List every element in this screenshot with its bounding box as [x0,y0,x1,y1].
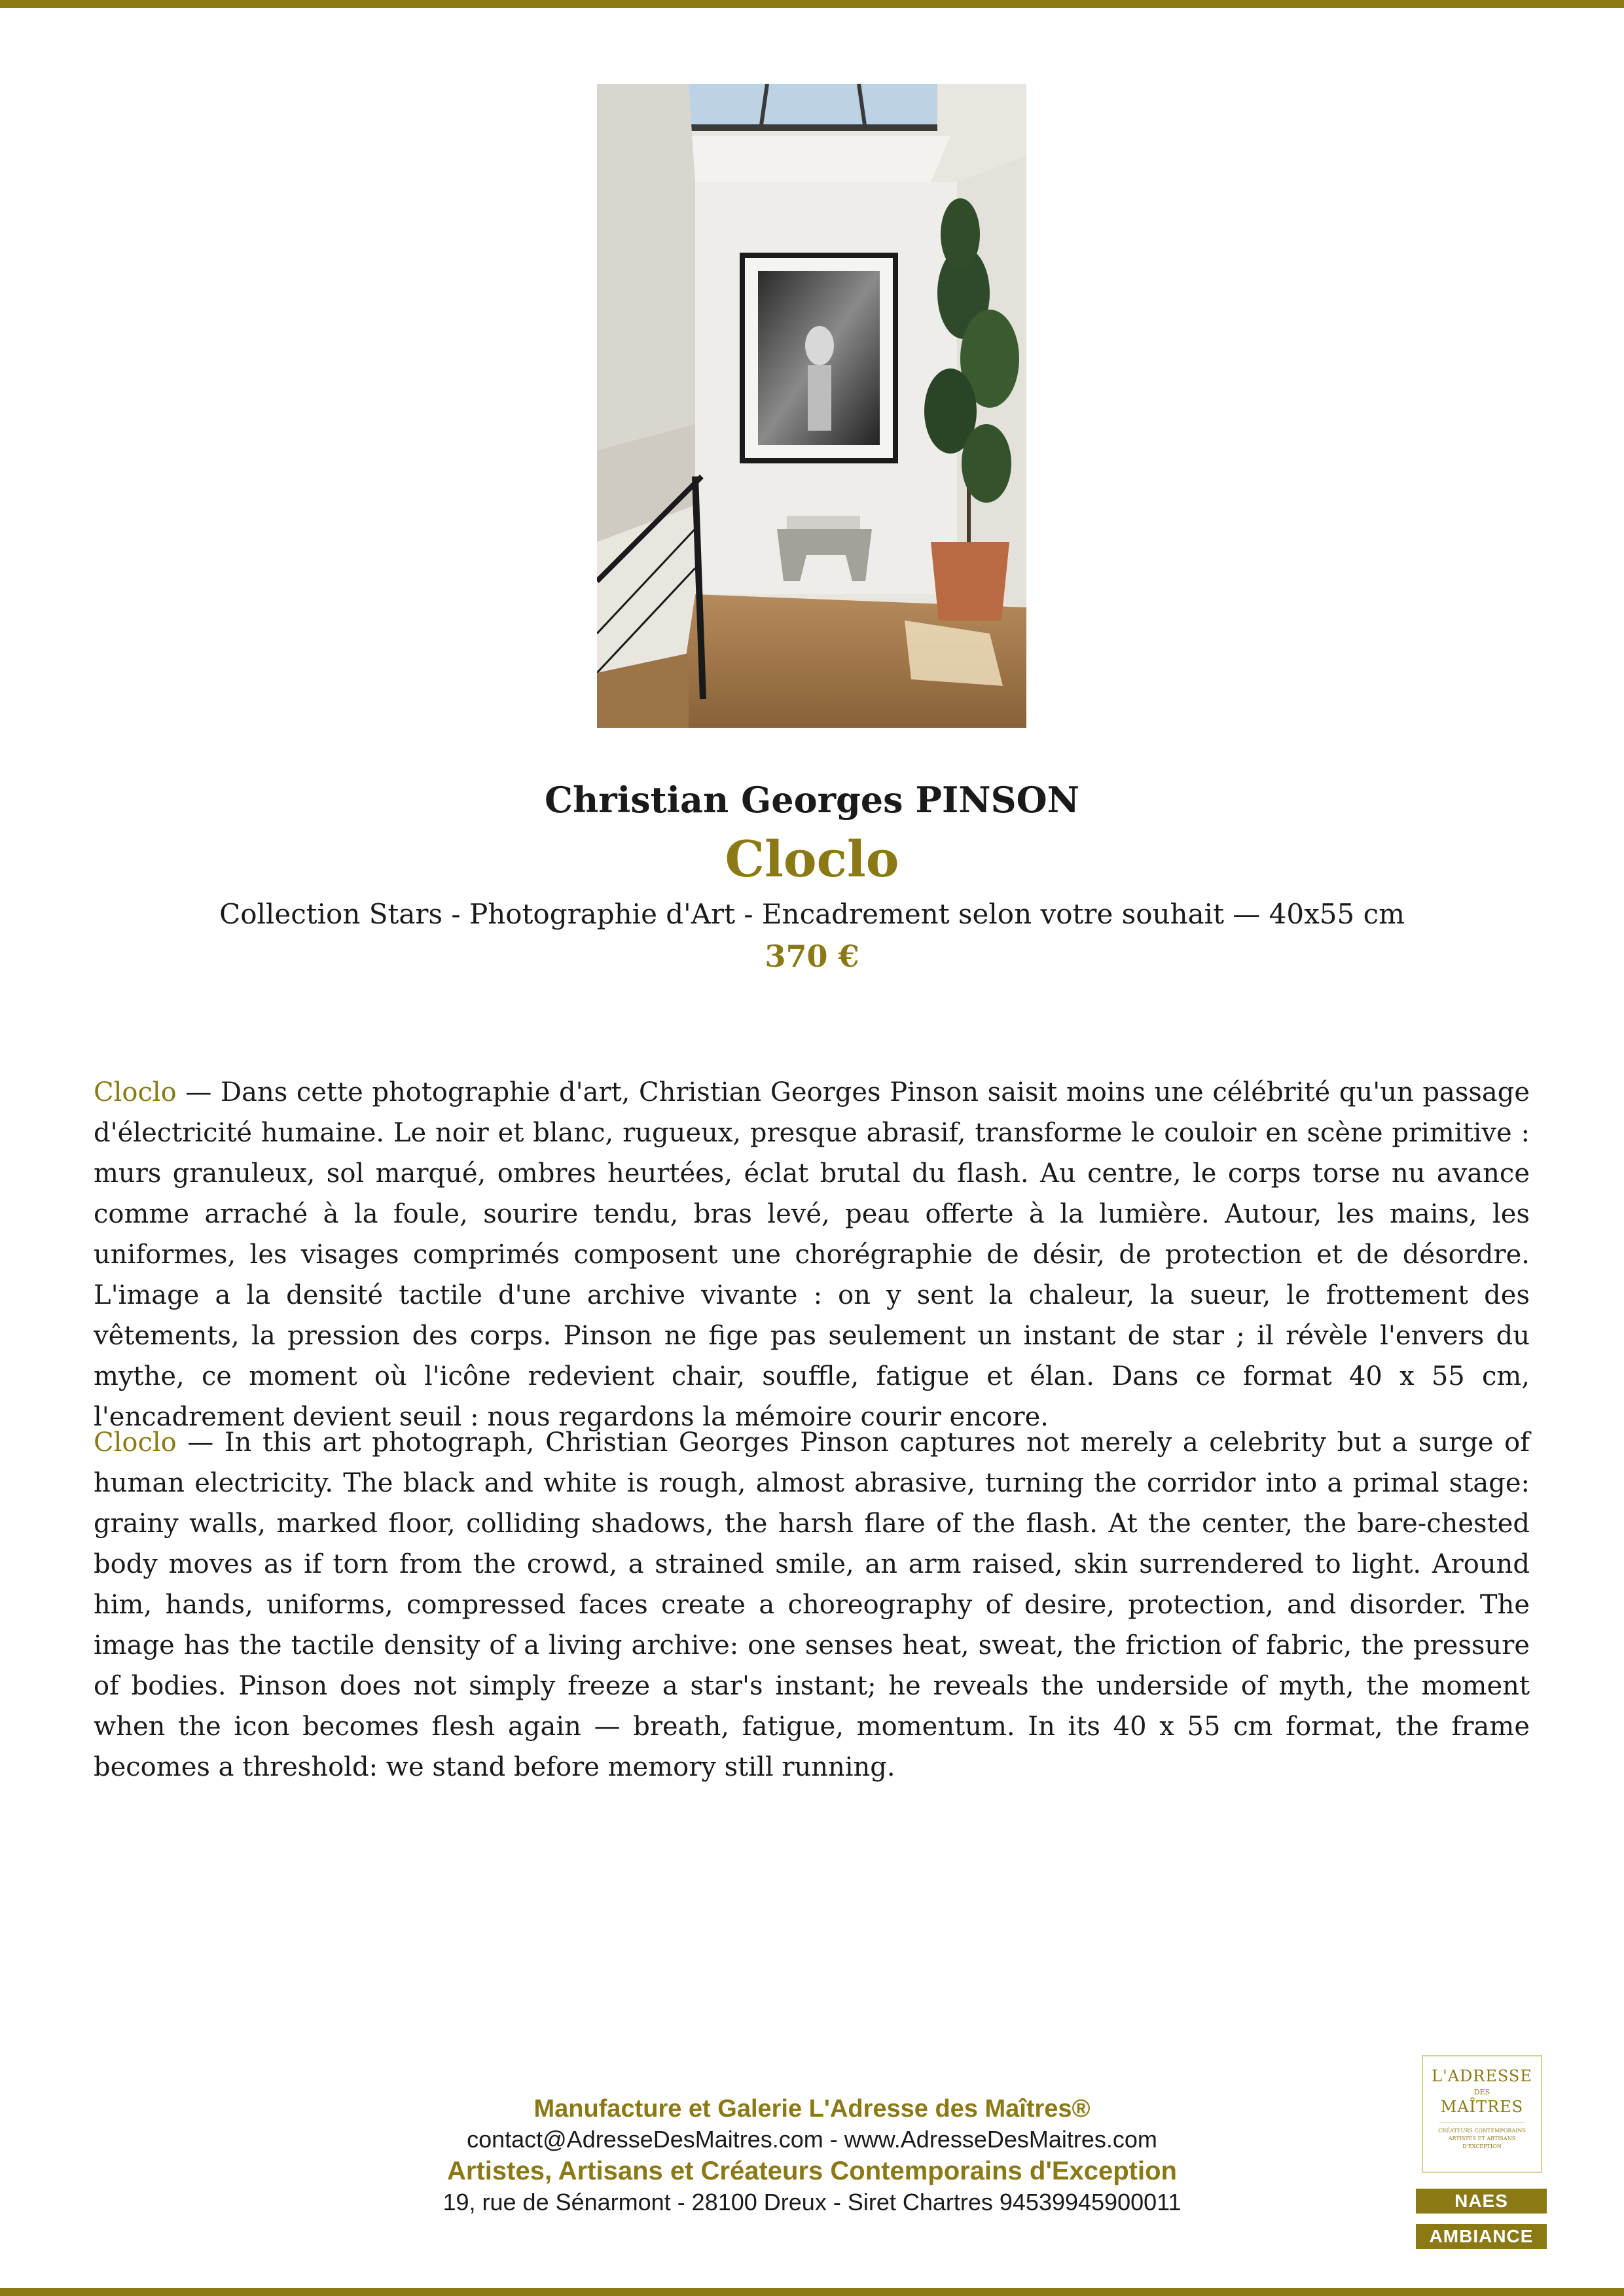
artwork-title: Cloclo [725,830,899,888]
description-french-text: — Dans cette photographie d'art, Christian Georges Pinson saisit moins une célébrité qu'un passage d'électricité humaine. Le noir et blanc, rugueux, presque abrasif, transforme le couloir en scène primitive : murs granuleux, sol marqué, ombres heurtées, éclat brutal du flash. Au centre, le corps torse nu avance comme arraché à la foule, sourire tendu, bras levé, peau offerte à la lumière. Autour, les mains, les uniformes, les visages comprimés composent une chorégraphie de désir, de protection et de désordre. L'image a la densité tactile d'une archive vivante : on y sent la chaleur, la sueur, le frottement des vêtements, la pression des corps. Pinson ne fige pas seulement un instant de star ; il révèle l'envers du mythe, ce moment où l'icône redevient chair, souffle, fatigue et élan. Dans ce format 40 x 55 cm, l'encadrement devient seuil : nous regardons la mémoire courir encore. [94,1077,1530,1432]
logo-line3: MAÎTRES [1440,2098,1524,2116]
logo-tagline1: CRÉATEURS CONTEMPORAINS [1438,2128,1526,2134]
artwork-photo [597,84,1026,728]
footer [0,2093,1624,2217]
description-english [94,1422,1530,1787]
gallery-logo [1422,2055,1542,2173]
top-accent-bar [0,0,1624,8]
footer-contact: contact@AdresseDesMaitres.com - www.AdresseDesMaitres.com [467,2126,1157,2153]
description-french [94,1072,1530,1437]
footer-address: 19, rue de Sénarmont - 28100 Dreux - Siret Chartres 94539945900011 [442,2189,1182,2215]
logo-tagline2: ARTISTES ET ARTISANS [1448,2136,1516,2142]
footer-tagline: Artistes, Artisans et Créateurs Contemporains d'Exception [447,2157,1177,2185]
badge-ambiance: AMBIANCE [1416,2224,1547,2249]
logo-line2: DES [1473,2088,1490,2096]
description-french-name: Cloclo [94,1077,177,1107]
room-scene-image [597,84,1026,728]
badge-naes: NAES [1416,2189,1547,2214]
bottom-accent-bar [0,2288,1624,2296]
logo-line1: L'ADRESSE [1432,2067,1532,2085]
description-english-name: Cloclo [94,1427,177,1458]
logo-tagline3: D'EXCEPTION [1462,2144,1502,2149]
description-english-text: — In this art photograph, Christian Georges Pinson captures not merely a celebrity but a surge of human electricity. The black and white is rough, almost abrasive, turning the corridor into a primal stage: grainy walls, marked floor, colliding shadows, the harsh flare of the flash. At the center, the bare-chested body moves as if torn from the crowd, a strained smile, an arm raised, skin surrendered to light. Around him, hands, uniforms, compressed faces create a choreography of desire, protection, and disorder. The image has the tactile density of a living archive: one senses heat, sweat, the friction of fabric, the pressure of bodies. Pinson does not simply freeze a star's instant; he reveals the underside of myth, the moment when the icon becomes flesh again — breath, fatigue, momentum. In its 40 x 55 cm format, the frame becomes a threshold: we stand before memory still running. [94,1427,1530,1782]
artist-name: Christian Georges PINSON [545,779,1079,821]
artwork-price: 370 € [765,939,859,974]
artwork-subtitle: Collection Stars - Photographie d'Art - Encadrement selon votre souhait — 40x55 cm [219,898,1405,930]
footer-company: Manufacture et Galerie L'Adresse des Maîtres® [533,2095,1091,2123]
